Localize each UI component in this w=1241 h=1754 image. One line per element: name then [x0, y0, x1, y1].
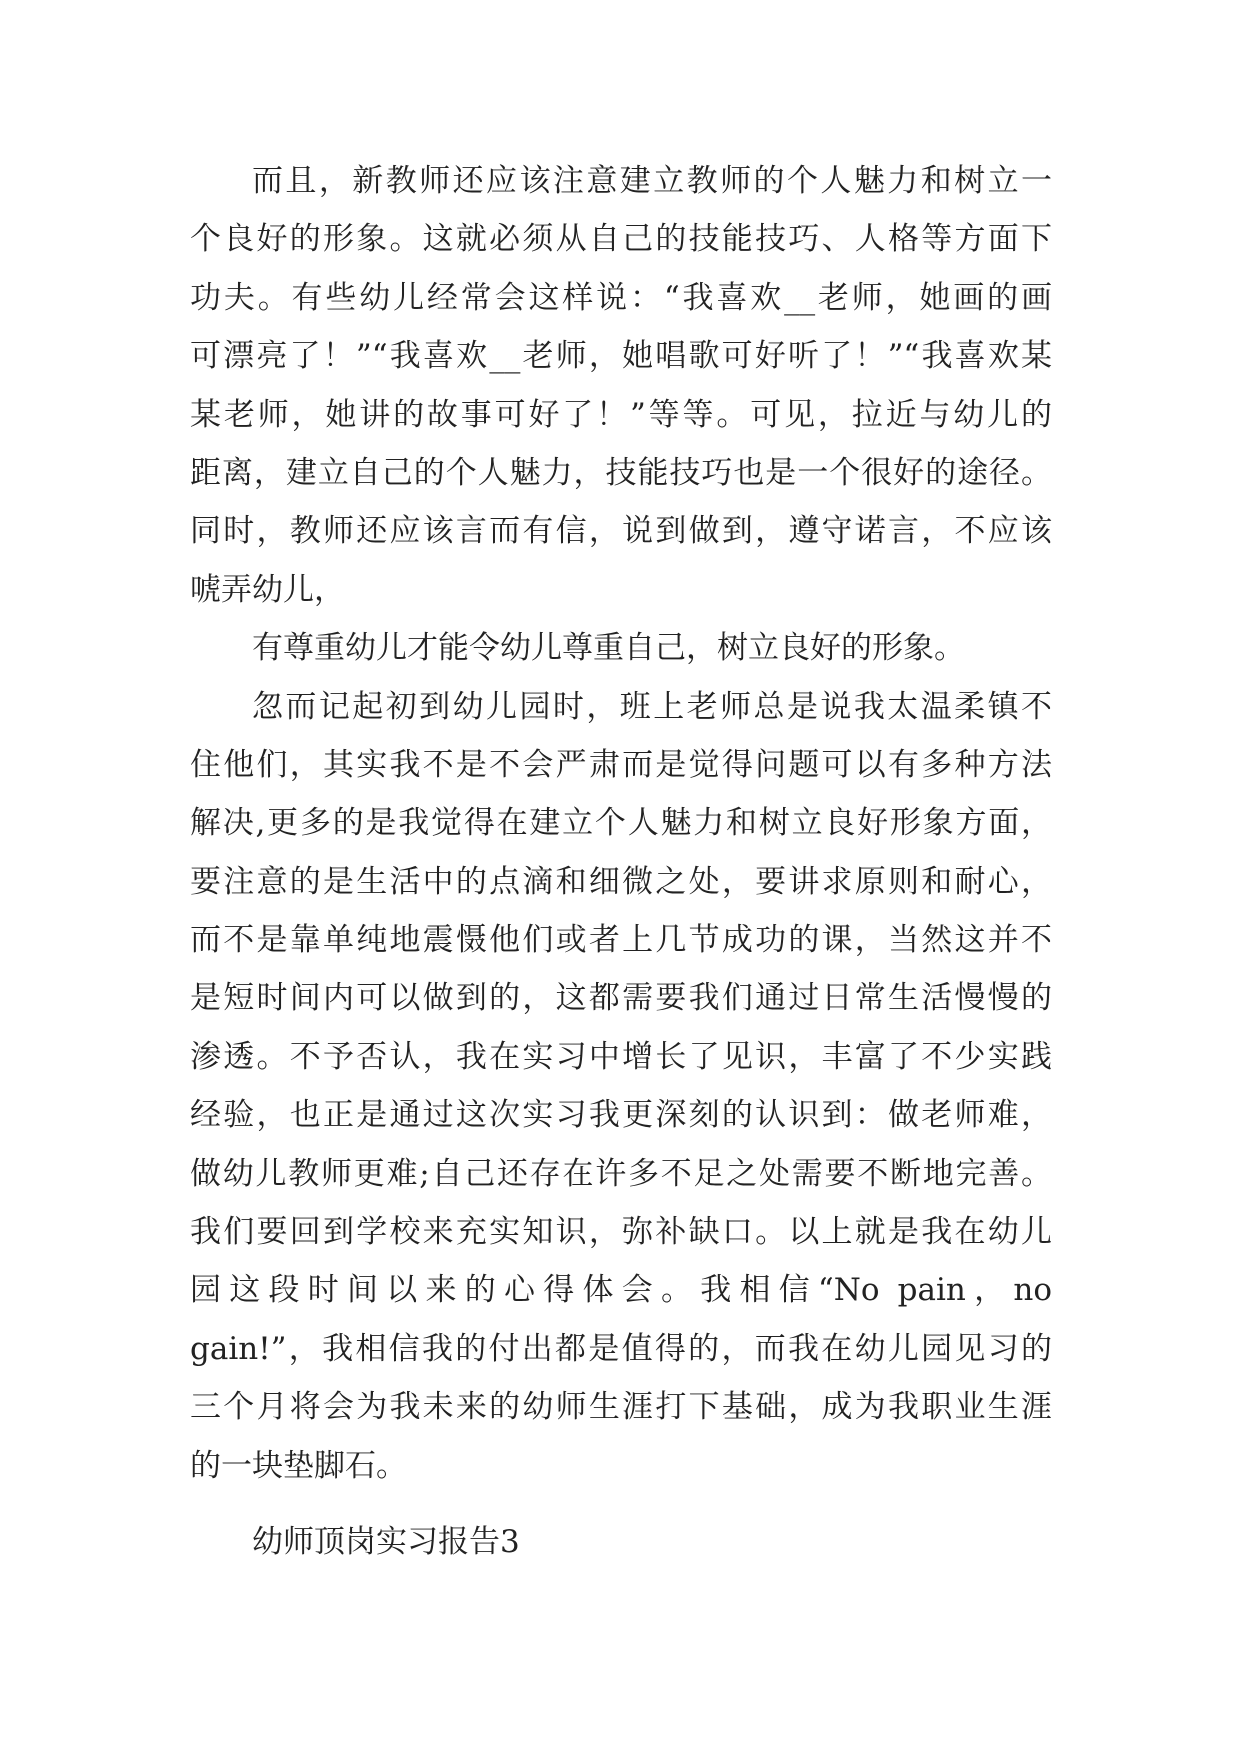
- text-line: 渗透。不予否认，我在实习中增长了见识，丰富了不少实践: [190, 1038, 1052, 1075]
- text-line: 解决,更多的是我觉得在建立个人魅力和树立良好形象方面，: [190, 805, 1052, 842]
- document-body: [190, 152, 1052, 1571]
- paragraph: [190, 678, 1052, 1495]
- spacer: [190, 1495, 1052, 1513]
- text-line: 的一块垫脚石。: [190, 1447, 407, 1484]
- paragraph: [190, 619, 1052, 677]
- text-line: 唬弄幼儿，: [190, 571, 345, 608]
- text-line: 做幼儿教师更难;自己还存在许多不足之处需要不断地完善。: [190, 1155, 1052, 1192]
- text-line: 是短时间内可以做到的，这都需要我们通过日常生活慢慢的: [190, 980, 1052, 1017]
- text-line: 有尊重幼儿才能令幼儿尊重自己，树立良好的形象。: [252, 630, 965, 667]
- text-line: 功夫。有些幼儿经常会这样说：“我喜欢__老师，她画的画: [190, 279, 1052, 316]
- text-line: 而且，新教师还应该注意建立教师的个人魅力和树立一: [252, 163, 1052, 199]
- text-line: 忽而记起初到幼儿园时，班上老师总是说我太温柔镇不: [252, 688, 1052, 725]
- text-line: 园这段时间以来的心得体会。我相信“No pain，no: [190, 1272, 1052, 1309]
- text-line: 三个月将会为我未来的幼师生涯打下基础，成为我职业生涯: [190, 1389, 1052, 1426]
- section-heading: 幼师顶岗实习报告3: [252, 1523, 520, 1560]
- text-line: 可漂亮了！”“我喜欢__老师，她唱歌可好听了！”“我喜欢某: [190, 338, 1052, 375]
- text-line: 住他们，其实我不是不会严肃而是觉得问题可以有多种方法: [190, 746, 1052, 783]
- text-line: 距离，建立自己的个人魅力，技能技巧也是一个很好的途径。: [190, 454, 1052, 491]
- text-line: 某老师，她讲的故事可好了！”等等。可见，拉近与幼儿的: [190, 396, 1052, 433]
- text-line: 经验，也正是通过这次实习我更深刻的认识到：做老师难，: [190, 1097, 1052, 1134]
- text-line: gain!”，我相信我的付出都是值得的，而我在幼儿园见习的: [190, 1330, 1052, 1367]
- text-line: 我们要回到学校来充实知识，弥补缺口。以上就是我在幼儿: [190, 1214, 1052, 1251]
- text-line: 同时，教师还应该言而有信，说到做到，遵守诺言，不应该: [190, 513, 1052, 550]
- paragraph: [190, 1513, 1052, 1571]
- text-line: 要注意的是生活中的点滴和细微之处，要讲求原则和耐心，: [190, 863, 1052, 900]
- text-line: 而不是靠单纯地震慑他们或者上几节成功的课，当然这并不: [190, 922, 1052, 959]
- paragraph: [190, 152, 1052, 619]
- text-line: 个良好的形象。这就必须从自己的技能技巧、人格等方面下: [190, 221, 1052, 258]
